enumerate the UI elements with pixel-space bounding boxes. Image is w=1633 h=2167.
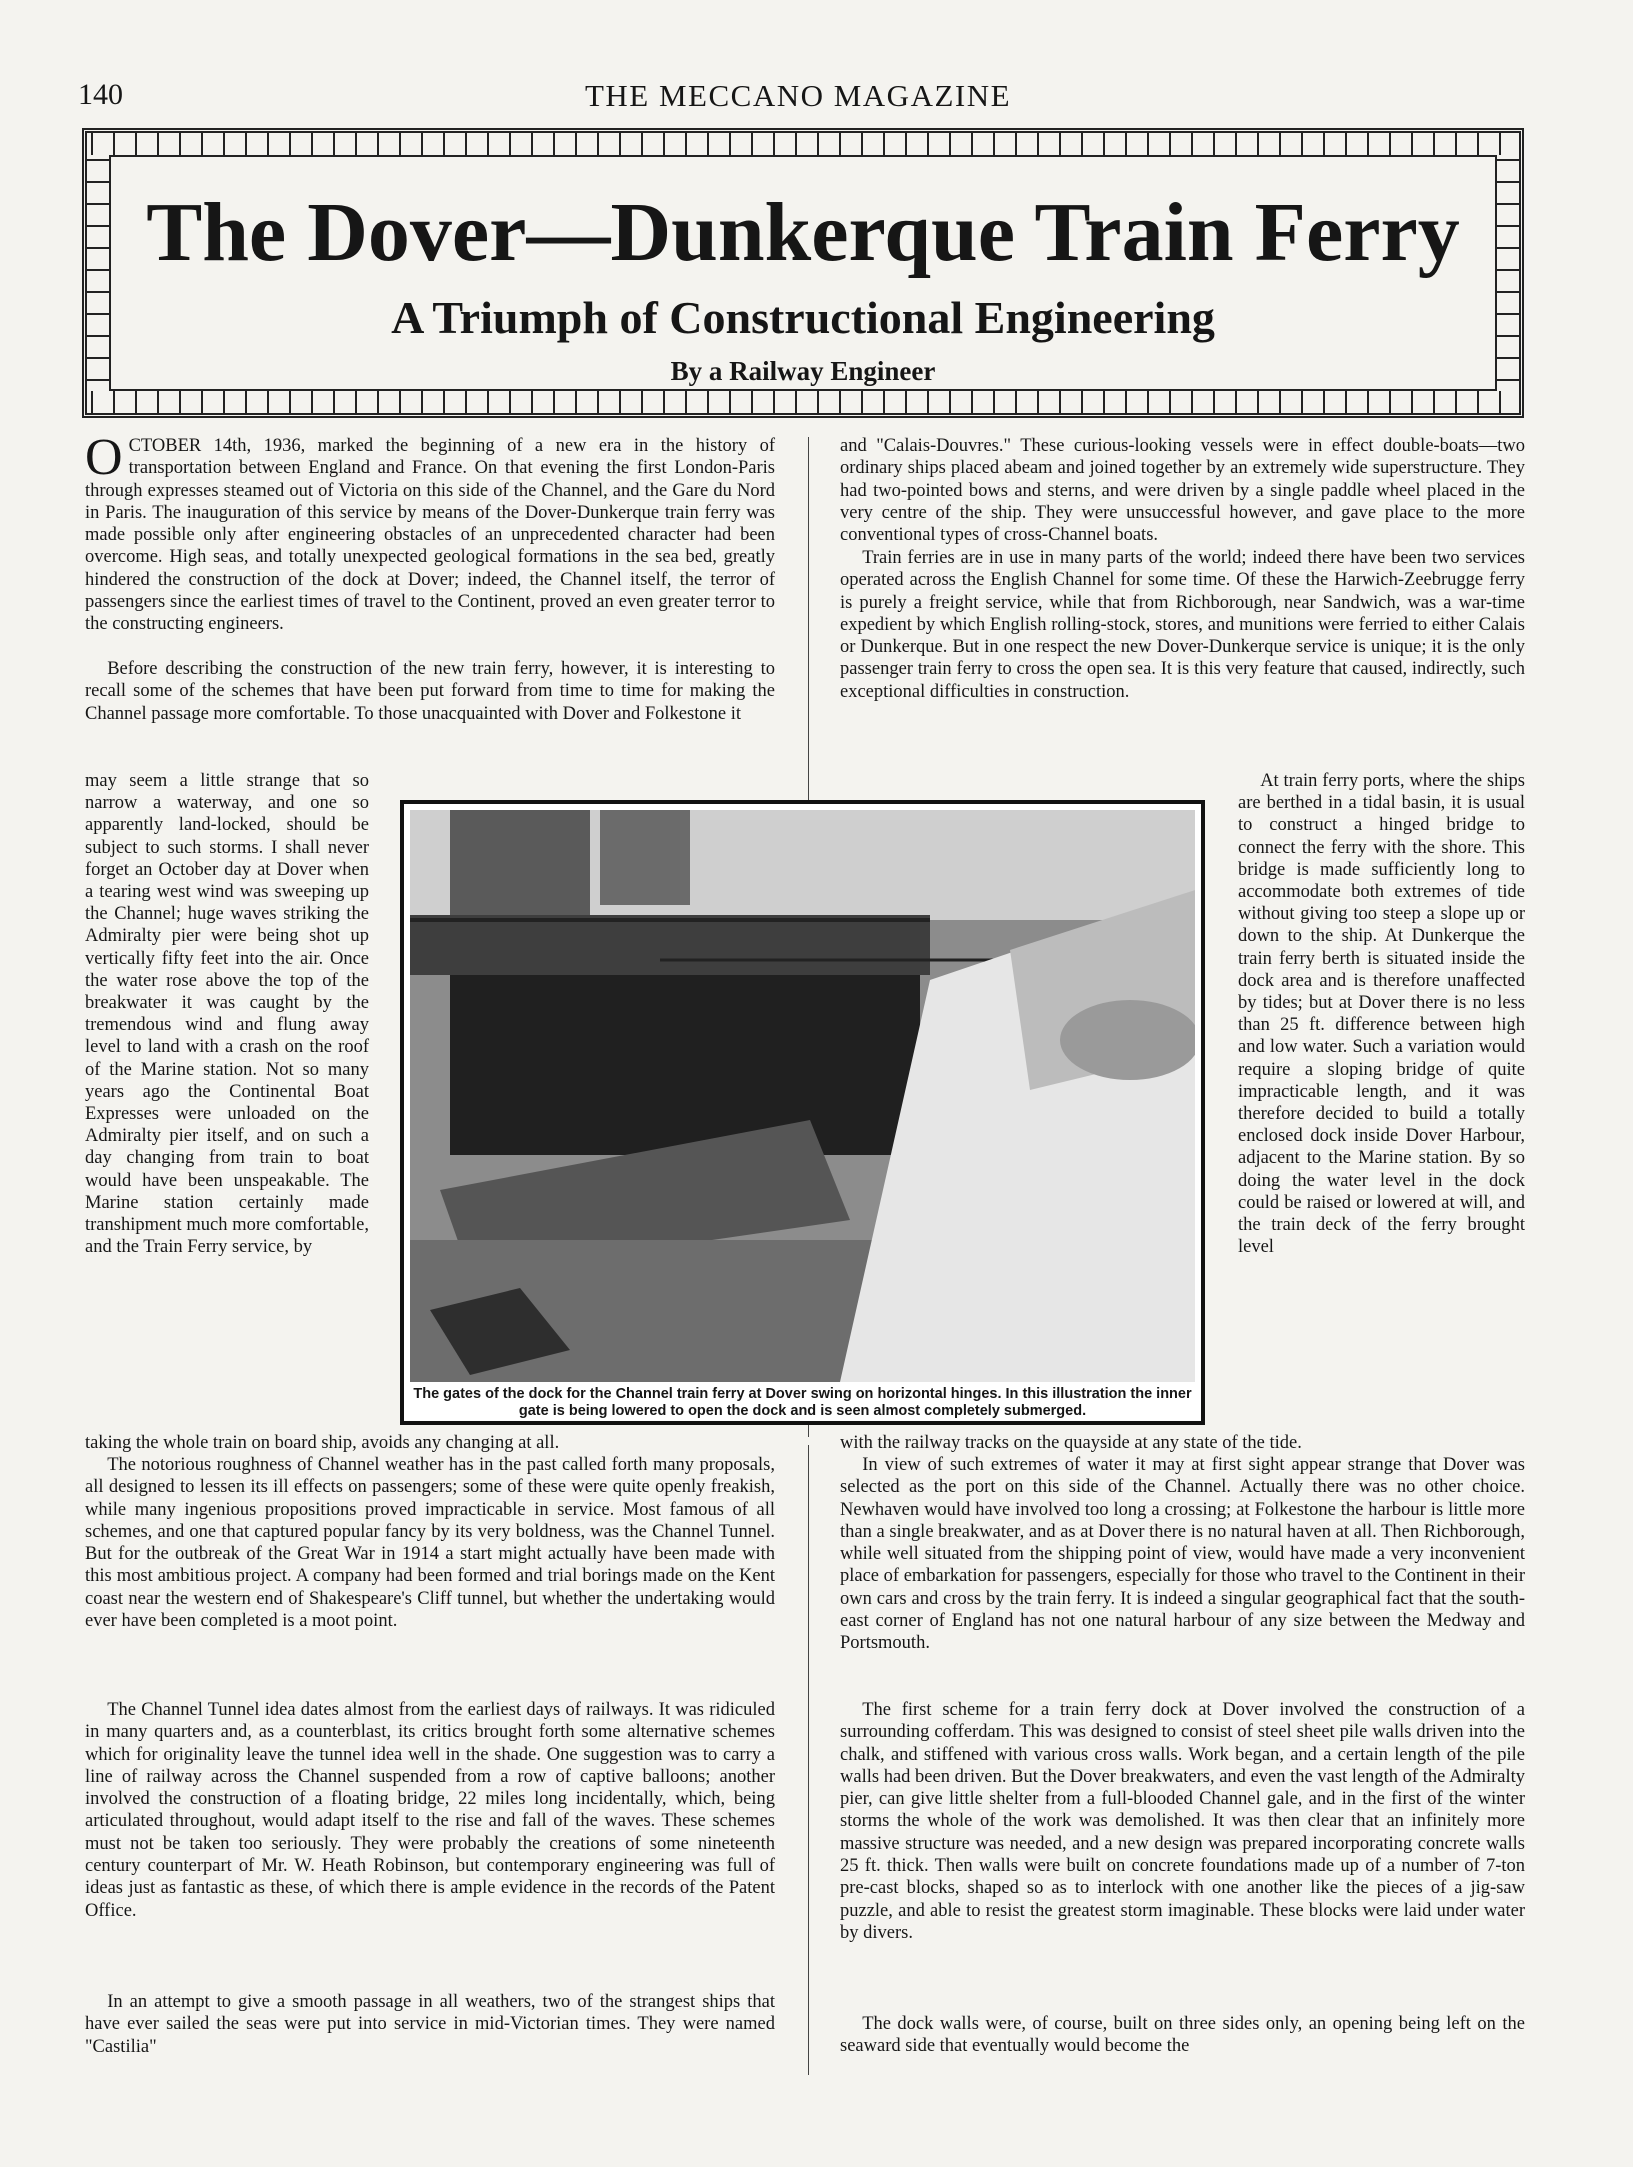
article-subtitle: A Triumph of Constructional Engineering xyxy=(391,292,1215,343)
left-paragraph-3: The notorious roughness of Channel weather has in the past called forth many proposals, all designed to lessen its ill effects on passengers; some of these were quite openly freakish, while many ingenious propositions proved impracticable in service. Most famous of all schemes, and one that captured popular fancy by its very boldness, was the Channel Tunnel. But for the outbreak of the Great War in 1914 a start might actually have been made with this most ambitious project. A company had been formed and trial borings made on the Kent coast near the western end of Shakespeare's Cliff tunnel, but whether the undertaking would ever have been completed is a moot point. xyxy=(85,1455,775,1632)
magazine-title: THE MECCANO MAGAZINE xyxy=(584,78,1012,113)
left-paragraph-5: In an attempt to give a smooth passage in all weathers, two of the strangest ships that have ever sailed the seas were put into service in mid-Victorian times. They were named "Castilia" xyxy=(85,1992,775,2057)
column-divider-lower xyxy=(808,1445,809,2075)
dock-gate-photo xyxy=(410,810,1195,1382)
article-title: The Dover—Dunkerque Train Ferry xyxy=(146,186,1460,279)
right-paragraph-5: The first scheme for a train ferry dock at Dover involved the construction of a surrounding cofferdam. This was designed to consist of steel sheet pile walls driven into the chalk, and stiffened with various cross walls. Work began, and a certain length of the pile walls had been driven. But the Dover breakwaters, and even the vast length of the Admiralty pier, can give little shelter from a full-blooded Channel gale, and in the first of the winter storms the whole of the work was demolished. It was then clear that an infinitely more massive structure was needed, and a new design was prepared incorporating concrete walls 25 ft. thick. Then walls were built on concrete foundations made up of a number of 7-ton pre-cast blocks, shaped so as to interlock with one another like the pieces of a jig-saw puzzle, and able to resist the greatest storm imaginable. These blocks were laid under water by divers. xyxy=(840,1700,1525,1943)
right-paragraph-3-end: with the railway tracks on the quayside at any state of the tide. xyxy=(840,1433,1302,1453)
page-header xyxy=(78,78,1518,118)
figure-caption: The gates of the dock for the Channel train ferry at Dover swing on horizontal hinges. In this illustration the inner gate is being lowered to open the dock and is seen almost completely submerged. xyxy=(413,1386,1192,1419)
left-paragraph-2: Before describing the construction of the new train ferry, however, it is interesting to recall some of the schemes that have been put forward from time to time for making the Channel passage more comfortable. To those unacquainted with Dover and Folkestone it xyxy=(85,659,775,724)
frame-border-top xyxy=(109,155,1497,157)
left-paragraph-1-text: CTOBER 14th, 1936, marked the beginning of a new era in the history of transportation between England and France. On that evening the first London-Paris through expresses steamed out of Victoria on this side of the Channel, and the Gare du Nord in Paris. The inauguration of this service by means of the Dover-Dunkerque train ferry was made possible only after engineering obstacles of an unprecedented character had been overcome. High seas, and totally unexpected geological formations in the sea bed, greatly hindered the construction of the dock at Dover; indeed, the Channel itself, the terror of passengers since the earliest times of travel to the Continent, proved an even greater terror to the constructing engineers. xyxy=(85,436,775,635)
right-paragraph-4: In view of such extremes of water it may at first sight appear strange that Dover was selected as the port on this side of the Channel. Actually there was no other choice. Newhaven would have involved too long a crossing; at Folkestone the harbour is little more than a single breakwater, and as at Dover there is no natural haven at all. Then Richborough, while well situated from the shipping point of view, would have made a very inconvenient place of embarkation for passengers, especially for those who travel to the Continent in their own cars and cross by the train ferry. It is indeed a singular geographical fact that the south-east corner of England has not one natural harbour of any size between the Medway and Portsmouth. xyxy=(840,1455,1525,1654)
right-paragraph-2: Train ferries are in use in many parts of the world; indeed there have been two services operated across the English Channel for some time. Of these the Harwich-Zeebrugge ferry is purely a freight service, while that from Richborough, near Sandwich, was a war-time expedient by which English rolling-stock, stores, and munitions were ferried to either Calais or Dunkerque. But in one respect the new Dover-Dunkerque service is unique; it is the only passenger train ferry to cross the open sea. It is this very feature that caused, indirectly, such exceptional difficulties in construction. xyxy=(840,548,1525,702)
byline: By a Railway Engineer xyxy=(670,356,936,386)
figure xyxy=(400,800,1205,1425)
dock-gate-photo-illustration xyxy=(410,810,1195,1382)
left-paragraph-4: The Channel Tunnel idea dates almost from the earliest days of railways. It was ridiculed in many quarters and, as a counterblast, its critics brought forth some alternative schemes which for originality leave the tunnel idea well in the shade. One suggestion was to carry a line of railway across the Channel suspended from a row of captive balloons; another involved the construction of a floating bridge, 22 miles long incidentally, which, being articulated throughout, would adapt itself to the rise and fall of the waves. These schemes must not be taken too seriously. They were probably the creations of some nineteenth century counterpart of Mr. W. Heath Robinson, but contemporary engineering was full of ideas just as fantastic as these, of which there is ample evidence in the records of the Patent Office. xyxy=(85,1700,775,1921)
title-frame xyxy=(82,128,1524,418)
right-paragraph-1: and "Calais-Douvres." These curious-looking vessels were in effect double-boats—two ordinary ships placed abeam and joined together by an extremely wide superstructure. They had two-pointed bows and sterns, and were driven by a single paddle wheel placed in the very centre of the ship. They were unsuccessful however, and gave place to the more conventional types of cross-Channel boats. xyxy=(840,436,1525,546)
dropcap: O xyxy=(85,429,123,486)
frame-border-bottom xyxy=(109,389,1497,391)
left-paragraph-2-end: taking the whole train on board ship, avoids any changing at all. xyxy=(85,1433,560,1453)
left-paragraph-1 xyxy=(85,429,775,636)
right-paragraph-6: The dock walls were, of course, built on three sides only, an opening being left on the seaward side that eventually would become the xyxy=(840,2014,1525,2057)
right-paragraph-3-narrow: At train ferry ports, where the ships are berthed in a tidal basin, it is usual to construct a hinged bridge to connect the ferry with the shore. This bridge is made sufficiently long to accommodate both extremes of tide without giving too steep a slope up or down to the ship. At Dunkerque the train ferry berth is situated inside the dock area and is therefore unaffected by tides; but at Dover there is no less than 25 ft. difference between high and low water. Such a variation would require a sloping bridge of quite impracticable length, and it was therefore decided to build a totally enclosed dock inside Dover Harbour, adjacent to the Marine station. By so doing the water level in the dock could be raised or lowered at will, and the train deck of the ferry brought level xyxy=(1238,771,1525,1258)
page-number: 140 xyxy=(78,78,123,111)
left-paragraph-2-narrow: may seem a little strange that so narrow a waterway, and one so apparently land-locked, should be subject to such storms. I shall never forget an October day at Dover when a tearing west wind was sweeping up the Channel; huge waves striking the Admiralty pier were being shot up vertically fifty feet into the air. Once the water rose above the top of the breakwater it was caught by the tremendous wind and flung away level to land with a crash on the roof of the Marine station. Not so many years ago the Continental Boat Expresses were unloaded on the Admiralty pier itself, and on such a day changing from train to boat would have been unspeakable. The Marine station certainly made transhipment much more comfortable, and the Train Ferry service, by xyxy=(85,771,369,1258)
